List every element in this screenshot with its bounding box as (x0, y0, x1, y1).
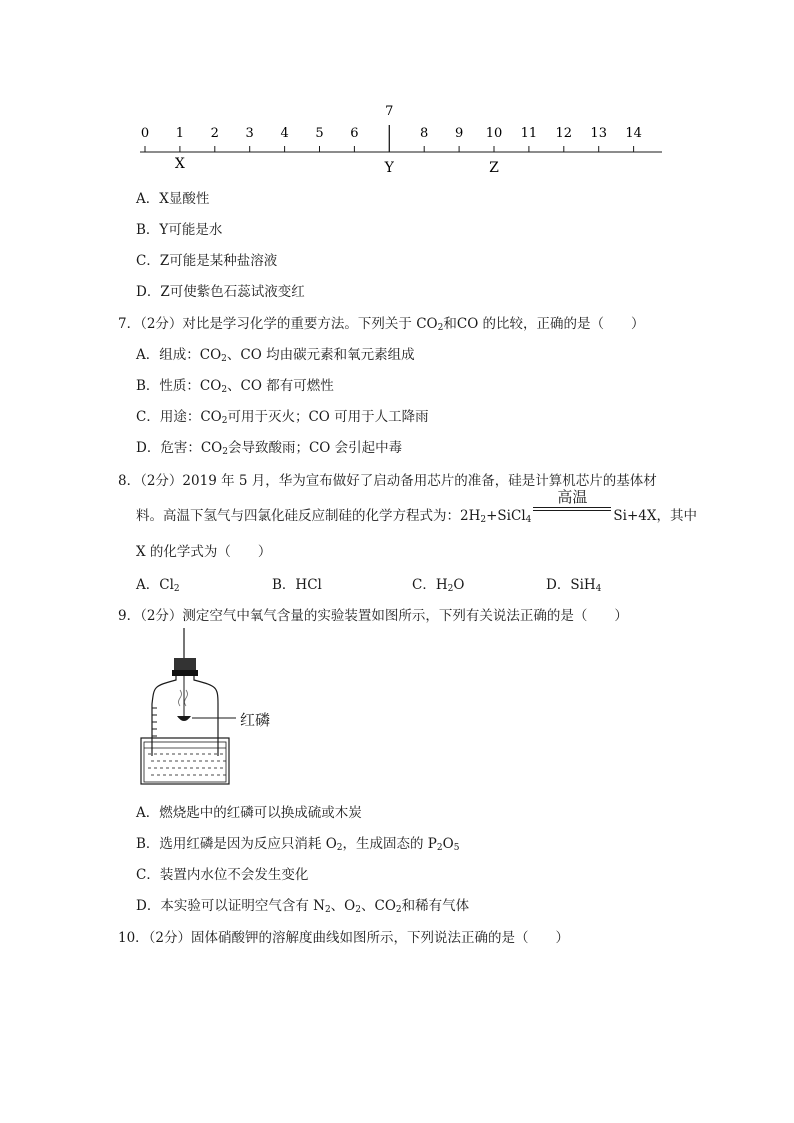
q8-stem-line2: 料。高温下氢气与四氯化硅反应制硅的化学方程式为：$2H_2+SiCl_4$ 高温 Si+4X，其中 (136, 488, 697, 525)
reaction-condition: 高温 (531, 504, 613, 522)
q7-stem: 7．（2分）对比是学习化学的重要方法。下列关于 $CO_2$和CO 的比较，正确的是（ ） (118, 316, 645, 333)
ph-tick-label: 2 (210, 126, 219, 141)
ph-number-line (130, 98, 670, 178)
q8-option-a: A．$Cl_2$ (136, 577, 180, 594)
q9-stem: 9．（2分）测定空气中氧气含量的实验装置如图所示，下列有关说法正确的是（ ） (118, 608, 628, 624)
ph-marker-label: X (174, 156, 185, 172)
q10-stem: 10．（2分）固体硝酸钾的溶解度曲线如图所示，下列说法正确的是（ ） (118, 930, 570, 946)
q9-option-a: A．燃烧匙中的红磷可以换成硫或木炭 (136, 805, 362, 821)
ph-tick-label: 11 (520, 126, 538, 141)
ph-tick-label: 9 (454, 126, 464, 141)
q6-option-c: C．Z可能是某种盐溶液 (136, 253, 278, 269)
q6-option-b: B．Y可能是水 (136, 222, 223, 238)
ph-marker-label: Y (384, 160, 394, 176)
ph-tick-label: 10 (485, 126, 503, 141)
q7-option-c: C．用途：$CO_2$可用于灭火；CO 可用于人工降雨 (136, 409, 429, 426)
q6-option-a: A．X显酸性 (136, 191, 210, 207)
q7-option-d: D．危害：$CO_2$会导致酸雨；CO 会引起中毒 (136, 440, 403, 457)
q8-option-b: B．HCl (272, 577, 322, 593)
q6-option-d: D．Z可使紫色石蕊试液变红 (136, 284, 305, 300)
ph-tick-label: 1 (175, 126, 185, 141)
ph-tick-label: 3 (245, 126, 254, 141)
q8-stem-line3: X 的化学式为（ ） (136, 544, 272, 560)
ph-marker-label: Z (489, 160, 499, 176)
ph-tick-label: 6 (350, 126, 359, 141)
q9-option-b: B．选用红磷是因为反应只消耗 $O_2$，生成固态的 $P_2O_5$ (136, 836, 460, 853)
q7-option-b: B．性质：$CO_2$、CO 都有可燃性 (136, 378, 334, 395)
q9-option-c: C．装置内水位不会发生变化 (136, 867, 309, 883)
q8-option-d: D．SiH$_4$ (546, 577, 602, 594)
ph-tick-label: 5 (315, 126, 324, 141)
q8-option-c: C．$H_2O$ (412, 577, 465, 594)
stopper (174, 658, 196, 672)
ph-tick-label: 14 (625, 126, 642, 141)
oxygen-apparatus-figure (140, 628, 300, 793)
q8-stem-line1: 8．（2分）2019 年 5 月，华为宣布做好了启动备用芯片的准备，硅是计算机芯片的基体材 (118, 473, 657, 489)
ph-tick-label: 12 (555, 126, 573, 141)
ph-tick-label: 7 (385, 104, 394, 119)
ph-tick-label: 0 (140, 126, 150, 141)
q7-option-a: A．组成：$CO_2$、CO 均由碳元素和氧元素组成 (136, 347, 415, 364)
red-phosphorus-label: 红磷 (240, 711, 271, 729)
water-trough (141, 738, 229, 784)
q9-option-d: D．本实验可以证明空气含有 $N_2$、$O_2$、$CO_2$和稀有气体 (136, 898, 470, 915)
ph-tick-label: 4 (280, 126, 289, 141)
ph-tick-label: 8 (420, 126, 429, 141)
ph-tick-label: 13 (590, 126, 607, 141)
